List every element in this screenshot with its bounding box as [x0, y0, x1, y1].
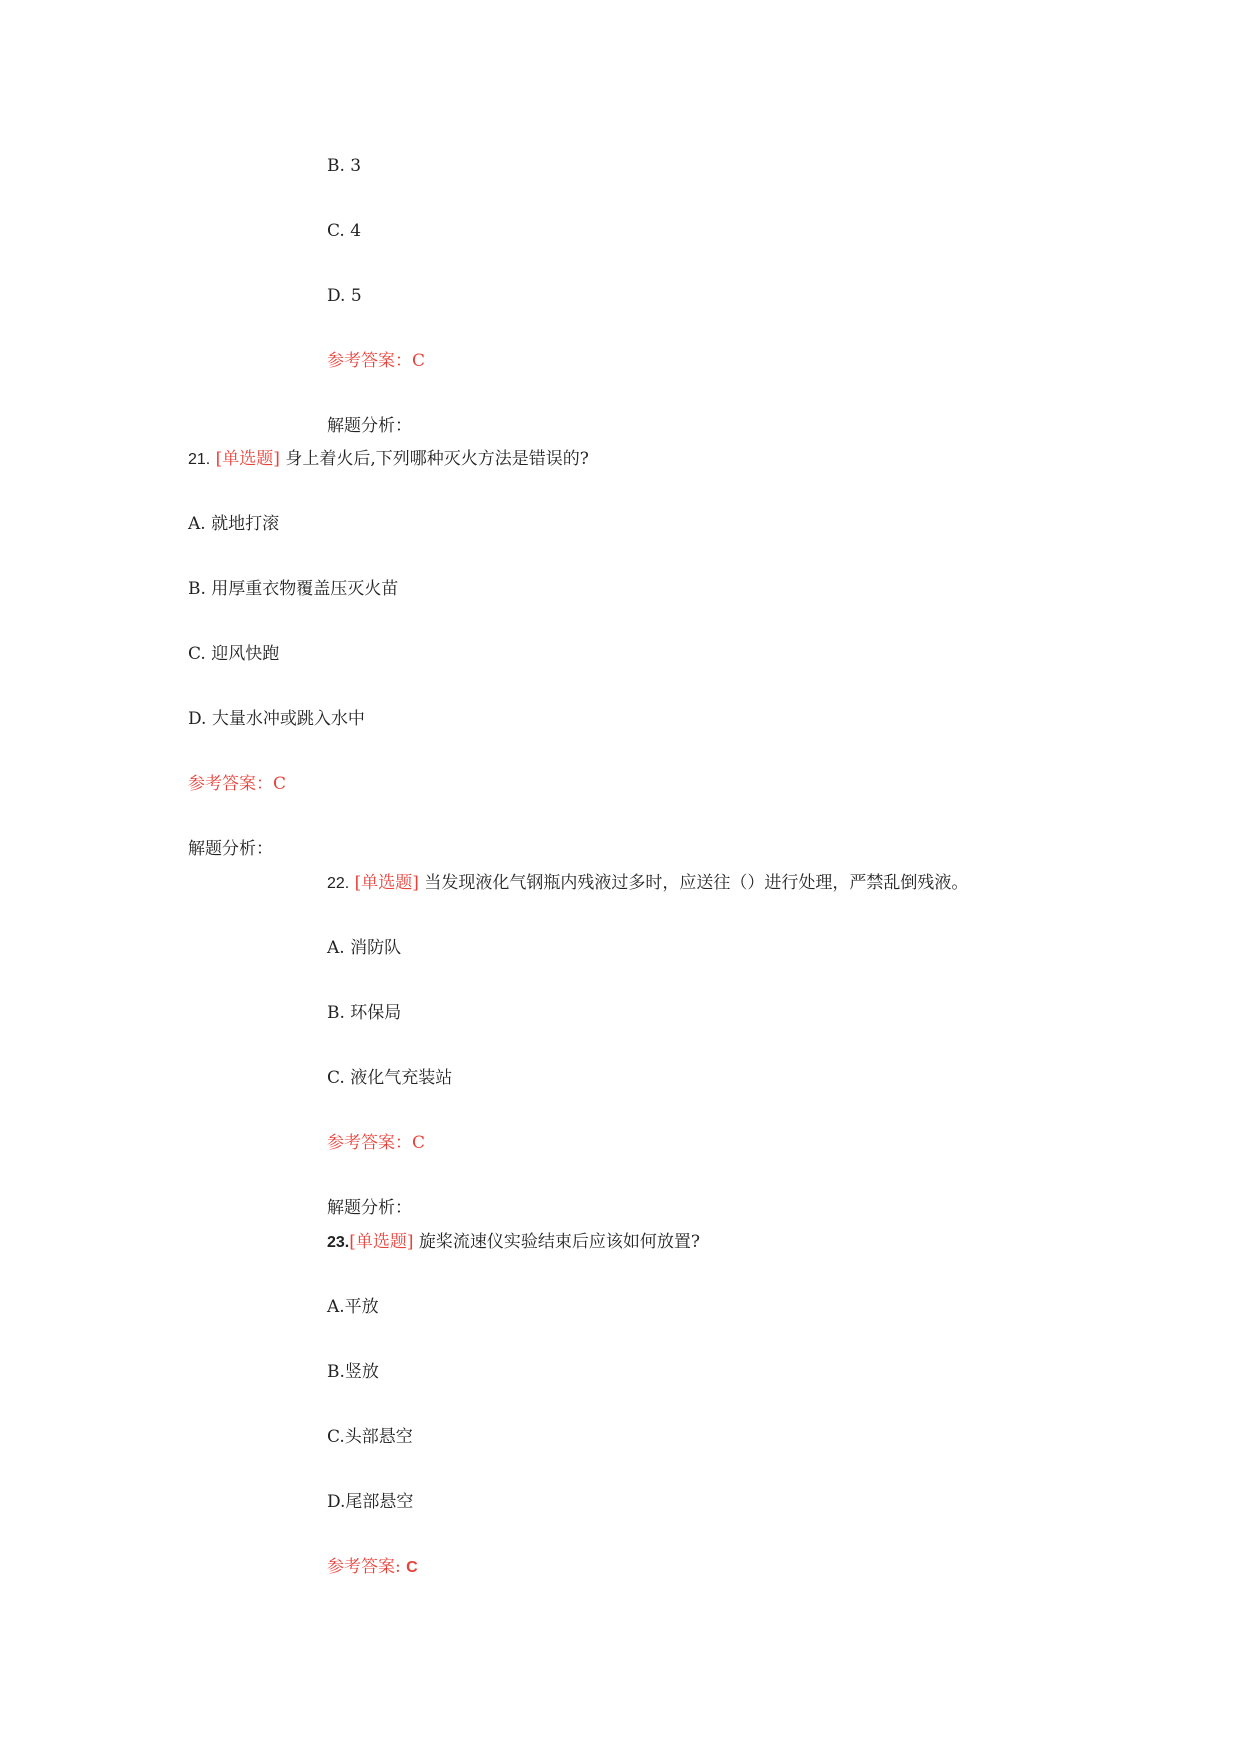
q21-stem: [188, 448, 589, 471]
q21-answer: 参考答案：C: [188, 774, 287, 794]
q21-option-c: C. 迎风快跑: [188, 644, 280, 664]
q21-option-a: A. 就地打滚: [188, 514, 280, 534]
q21-option-d: D. 大量水冲或跳入水中: [188, 709, 365, 729]
q21-type-tag: [单选题]: [215, 449, 280, 469]
q23-answer-label: 参考答案:: [327, 1557, 407, 1577]
q20-answer: 参考答案：C: [327, 351, 426, 371]
q23-stem: [327, 1231, 700, 1254]
q22-option-c: C. 液化气充装站: [327, 1068, 453, 1088]
q23-question-text: 旋桨流速仪实验结束后应该如何放置?: [418, 1232, 701, 1252]
q23-answer: [327, 1556, 418, 1579]
q23-option-a: A.平放: [327, 1297, 379, 1317]
q22-question-text: 当发现液化气钢瓶内残液过多时，应送往（）进行处理，严禁乱倒残液。: [424, 873, 969, 893]
q20-option-b: B. 3: [327, 156, 362, 176]
q21-analysis: 解题分析：: [188, 839, 273, 859]
q23-answer-value: C: [406, 1559, 418, 1576]
q23-option-c: C.头部悬空: [327, 1427, 413, 1447]
q22-analysis: 解题分析：: [327, 1198, 412, 1218]
q21-number: 21.: [188, 451, 211, 468]
q23-number: 23.: [327, 1234, 350, 1251]
q20-option-c: C. 4: [327, 221, 362, 241]
q21-option-b: B. 用厚重衣物覆盖压灭火苗: [188, 579, 399, 599]
q22-option-a: A. 消防队: [327, 938, 402, 958]
q22-number: 22.: [327, 875, 350, 892]
q23-option-b: B.竖放: [327, 1362, 379, 1382]
q22-stem: [327, 872, 968, 895]
q20-option-d: D. 5: [327, 286, 362, 306]
q22-type-tag: [单选题]: [354, 873, 419, 893]
q23-option-d: D.尾部悬空: [327, 1492, 414, 1512]
q22-answer: 参考答案：C: [327, 1133, 426, 1153]
q20-analysis: 解题分析：: [327, 416, 412, 436]
q21-question-text: 身上着火后,下列哪种灭火方法是错误的?: [285, 449, 589, 469]
q23-type-tag: [单选题]: [349, 1232, 414, 1252]
q22-option-b: B. 环保局: [327, 1003, 402, 1023]
